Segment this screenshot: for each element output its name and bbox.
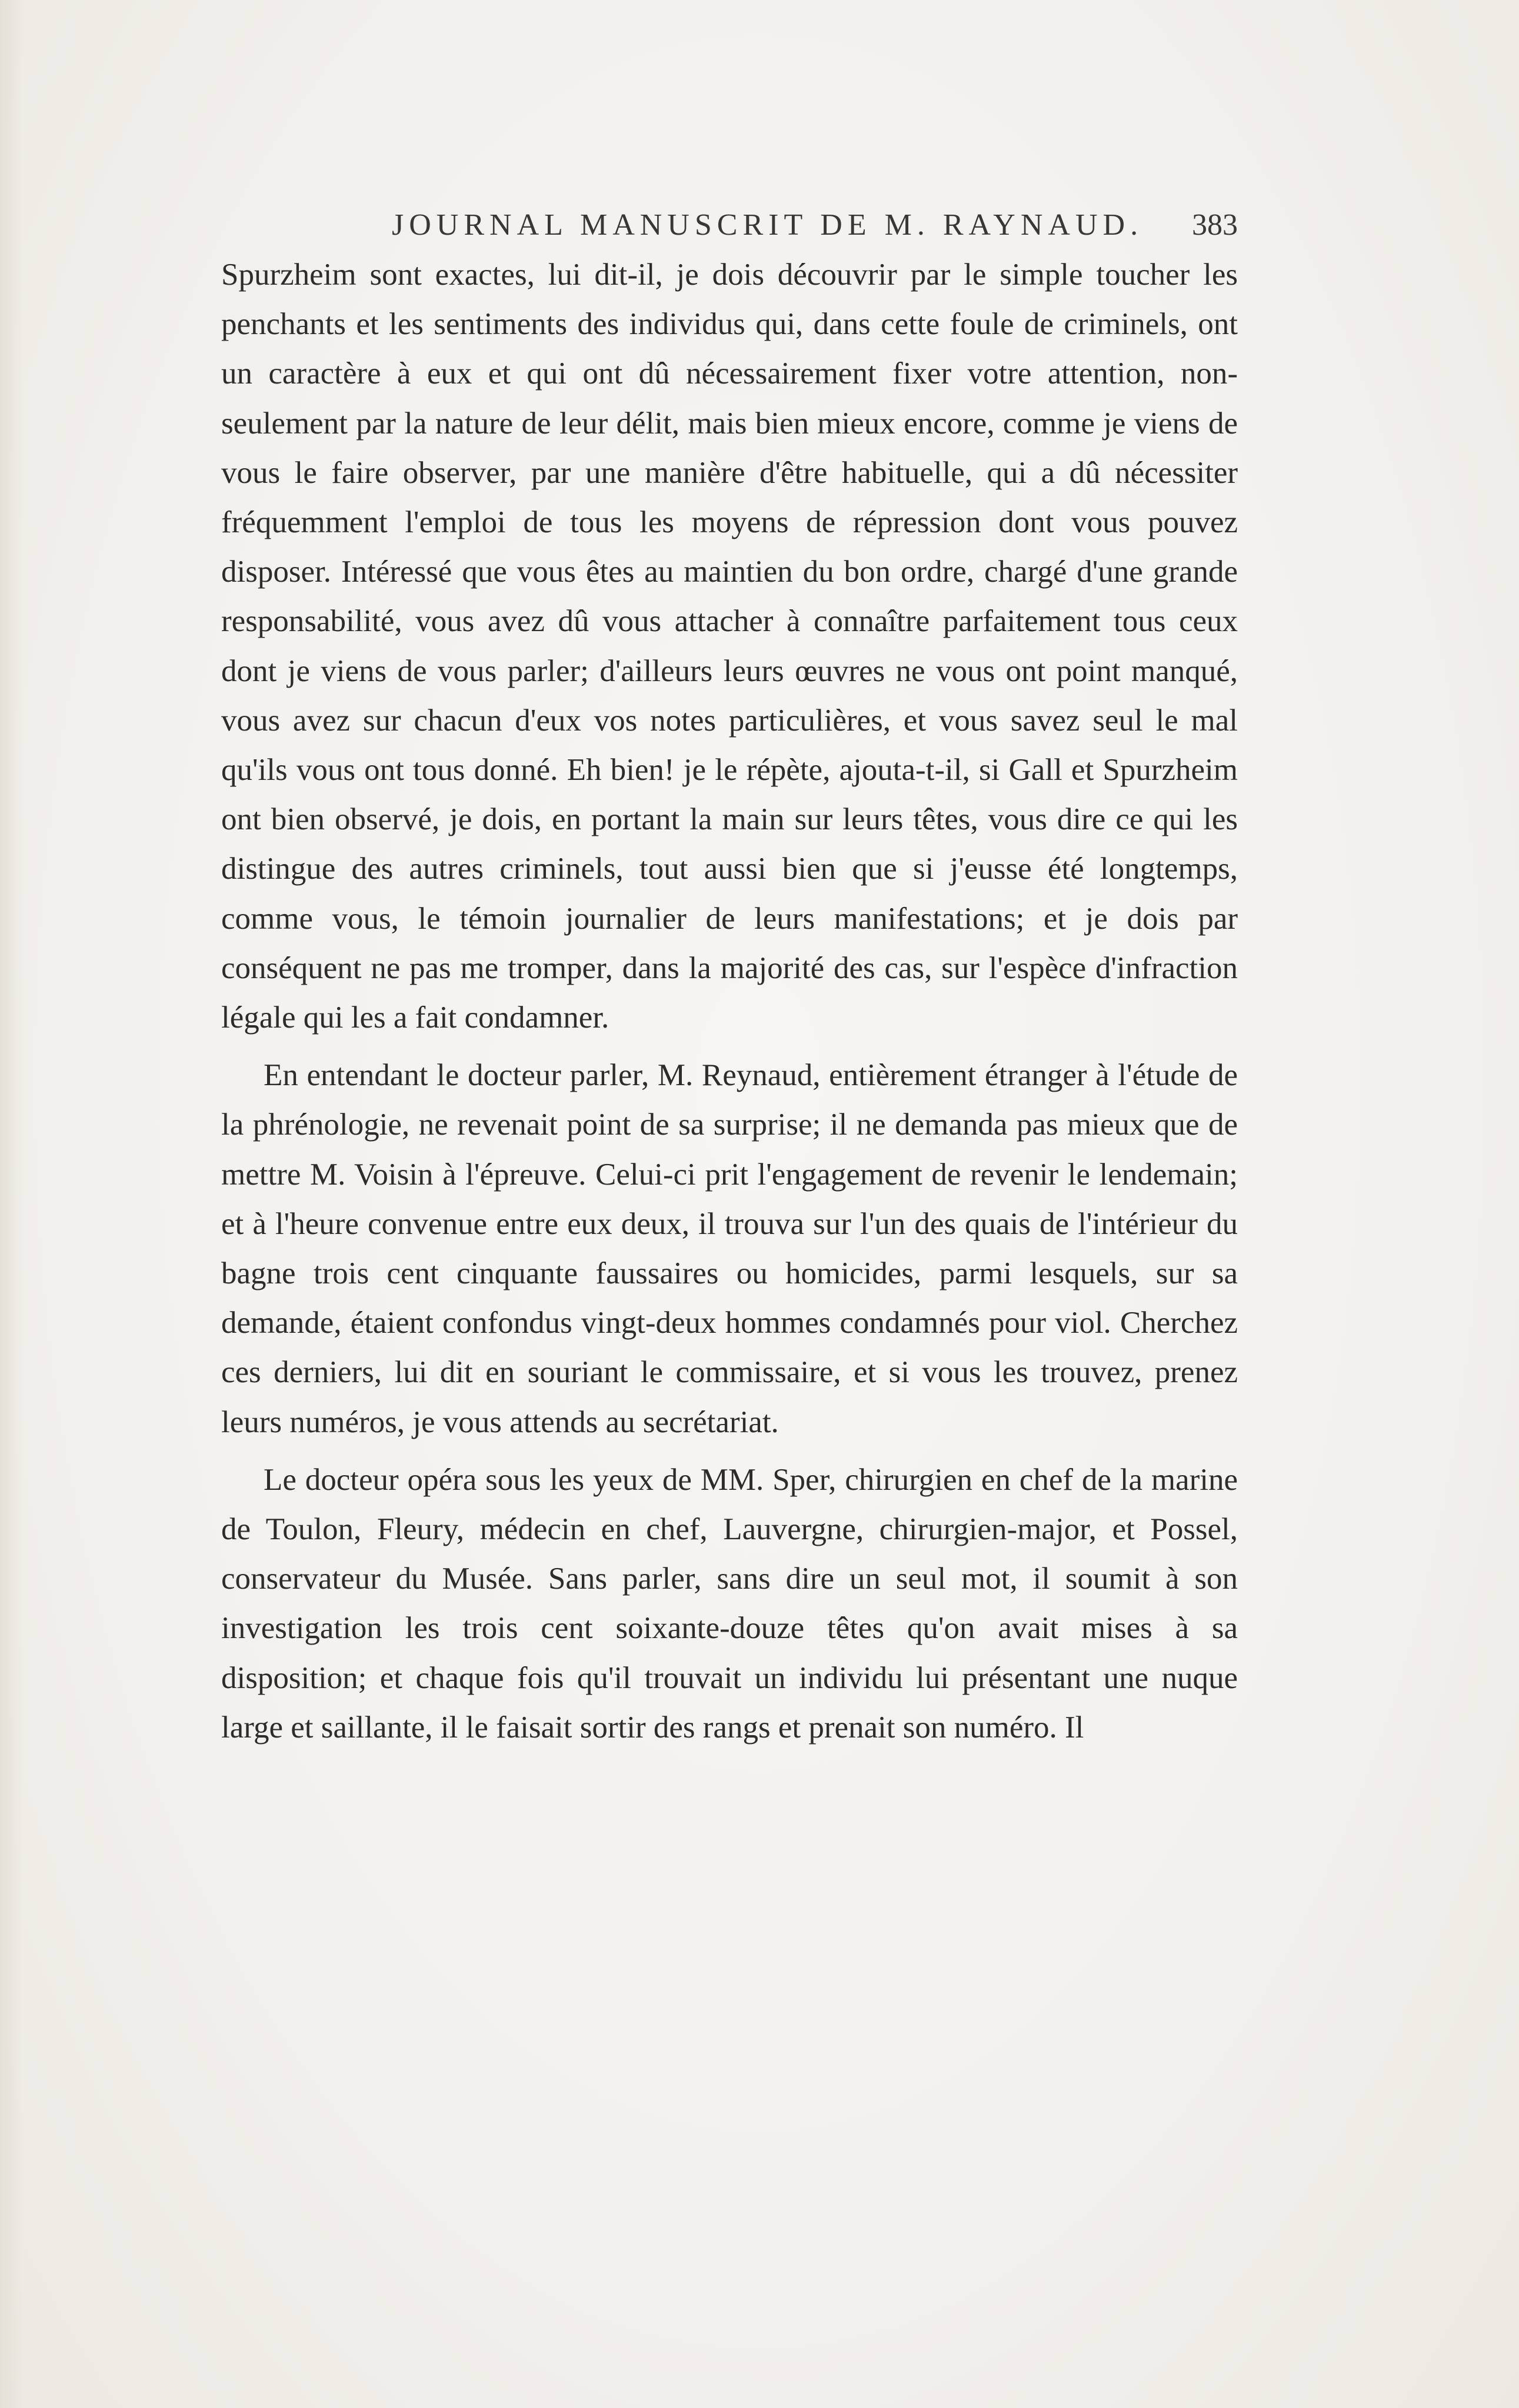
running-header <box>221 205 1238 246</box>
page-number: 383 <box>1192 208 1238 242</box>
paragraph: Le docteur opéra sous les yeux de MM. Sper, chirurgien en chef de la marine de Toulon, Fleury, médecin en chef, Lauvergne, chirurgien-major, et Possel, conservateur du Musée. Sans parler, sans dire un seul mot, il soumit à son investigation les trois cent soixante-douze têtes qu'on avait mises à sa disposition; et chaque fois qu'il trouvait un individu lui présentant une nuque large et saillante, il le faisait sortir des rangs et prenait son numéro. Il <box>221 1462 1238 1745</box>
page-edge-shadow <box>0 0 24 2408</box>
body-text <box>221 250 1238 1752</box>
paragraph-continued: Spurzheim sont exactes, lui dit-il, je dois découvrir par le simple toucher les penchants et les sentiments des individus qui, dans cette foule de criminels, ont un caractère à eux et qui ont dû nécessairement fixer votre attention, non-seulement par la nature de leur délit, mais bien mieux encore, comme je viens de vous le faire observer, par une manière d'être habituelle, qui a dû nécessiter fréquemment l'emploi de tous les moyens de répression dont vous pouvez disposer. Intéressé que vous êtes au maintien du bon ordre, chargé d'une grande responsabilité, vous avez dû vous attacher à connaître parfaitement tous ceux dont je viens de vous parler; d'ailleurs leurs œuvres ne vous ont point manqué, vous avez sur chacun d'eux vos notes particulières, et vous savez seul le mal qu'ils vous ont tous donné. Eh bien! je le répète, ajouta-t-il, si Gall et Spurzheim ont bien observé, je dois, en portant la main sur leurs têtes, vous dire ce qui les distingue des autres criminels, tout aussi bien que si j'eusse été longtemps, comme vous, le témoin journalier de leurs manifestations; et je dois par conséquent ne pas me tromper, dans la majorité des cas, sur l'espèce d'infraction légale qui les a fait condamner. <box>221 258 1238 1035</box>
running-title: JOURNAL MANUSCRIT DE M. RAYNAUD. <box>392 208 1144 242</box>
paragraph: En entendant le docteur parler, M. Reynaud, entièrement étranger à l'étude de la phrénologie, ne revenait point de sa surprise; il ne demanda pas mieux que de mettre M. Voisin à l'épreuve. Celui-ci prit l'engagement de revenir le lendemain; et à l'heure convenue entre eux deux, il trouva sur l'un des quais de l'intérieur du bagne trois cent cinquante faussaires ou homicides, parmi lesquels, sur sa demande, étaient confondus vingt-deux hommes condamnés pour viol. Cherchez ces derniers, lui dit en souriant le commissaire, et si vous les trouvez, prenez leurs numéros, je vous attends au secrétariat. <box>221 1058 1238 1439</box>
